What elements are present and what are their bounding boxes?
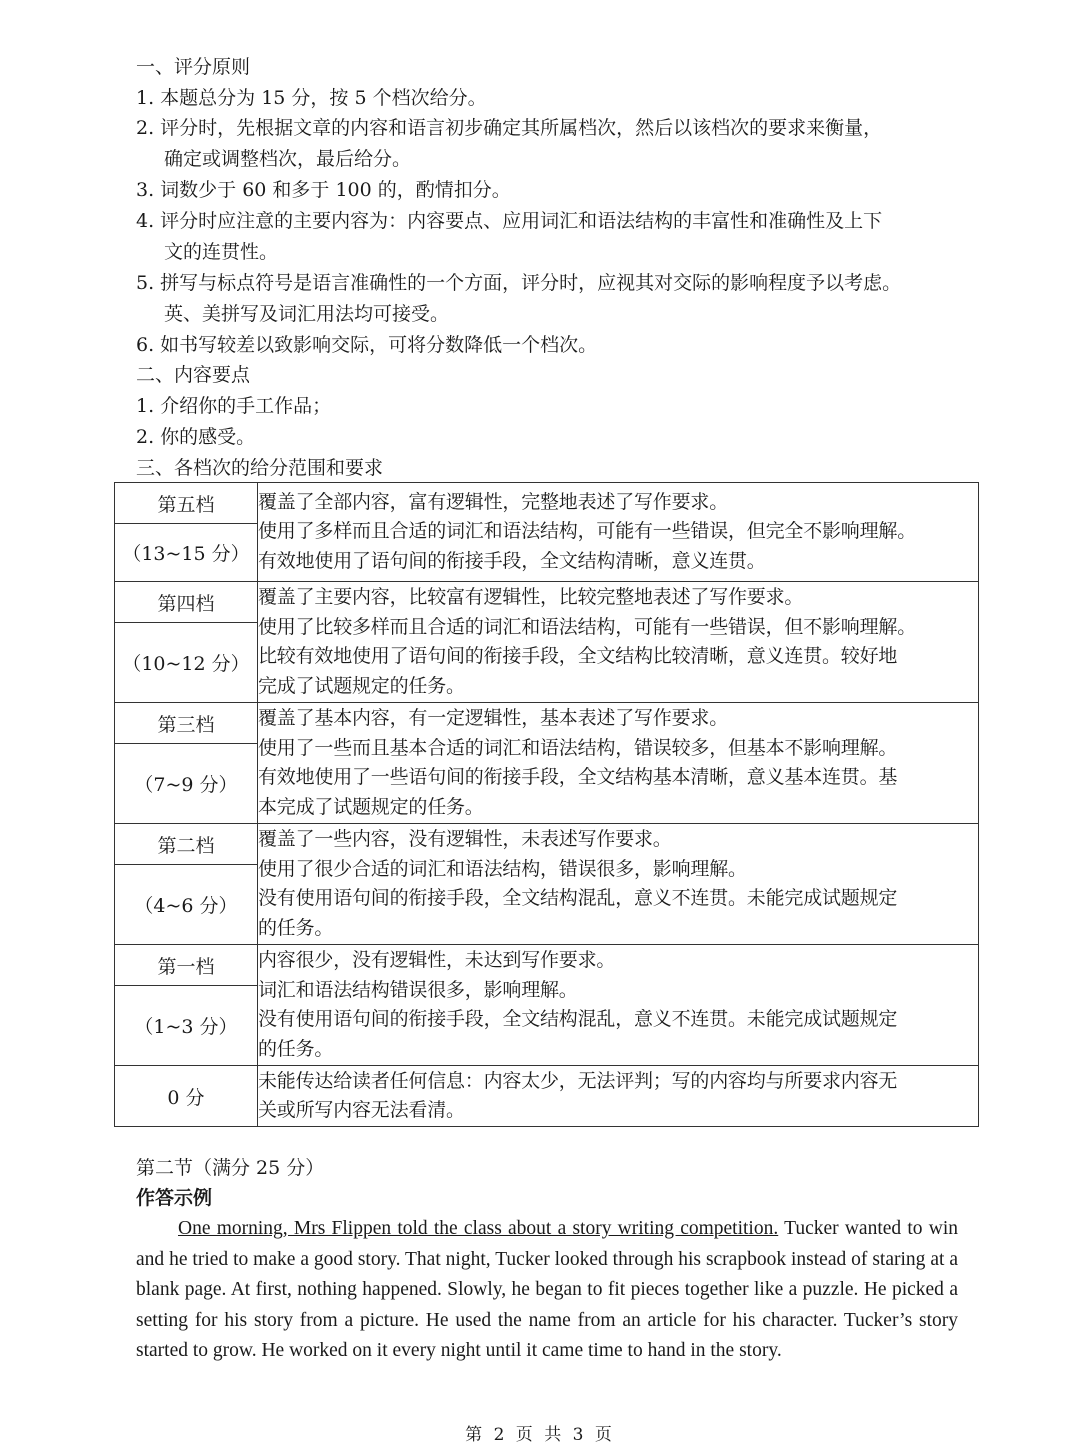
grade-description-line: 覆盖了一些内容，没有逻辑性，未表述写作要求。 (258, 828, 672, 850)
grade-description-line: 有效地使用了一些语句间的衔接手段，全文结构基本清晰，意义基本连贯。基 (258, 766, 898, 788)
grade-description-line: 覆盖了基本内容，有一定逻辑性，基本表述了写作要求。 (258, 707, 729, 729)
grade-level-cell (115, 582, 258, 703)
grade-row (115, 945, 979, 1066)
principle-item: 6. 如书写较差以致影响交际，可将分数降低一个档次。 (136, 334, 598, 356)
principle-item: 1. 本题总分为 15 分，按 5 个档次给分。 (136, 87, 487, 109)
principle-item: 文的连贯性。 (164, 241, 279, 263)
principle-item: 英、美拼写及词汇用法均可接受。 (164, 303, 450, 325)
principle-item: 2. 评分时，先根据文章的内容和语言初步确定其所属档次，然后以该档次的要求来衡量， (136, 117, 883, 139)
content-point-item: 2. 你的感受。 (136, 426, 256, 448)
grade-description-line: 使用了一些而且基本合适的词汇和语法结构，错误较多，但基本不影响理解。 (258, 736, 898, 759)
grade-table (114, 482, 979, 1127)
grade-description-cell (258, 582, 979, 703)
grade-level-name: 第一档 (115, 945, 257, 986)
grade-row (115, 1066, 979, 1127)
principle-item: 确定或调整档次，最后给分。 (164, 148, 412, 170)
grade-description-line: 内容很少，没有逻辑性，未达到写作要求。 (258, 949, 616, 971)
grade-score-range: （4~6 分） (134, 895, 238, 917)
grade-description-line: 没有使用语句间的衔接手段，全文结构混乱，意义不连贯。未能完成试题规定 (258, 1008, 898, 1030)
grade-description-line: 覆盖了全部内容，富有逻辑性，完整地表述了写作要求。 (258, 490, 729, 513)
principle-item: 3. 词数少于 60 和多于 100 的，酌情扣分。 (136, 179, 511, 201)
grade-score-range: （10~12 分） (122, 653, 250, 675)
grade-description-cell (258, 1066, 979, 1127)
grade-level-cell (115, 483, 258, 582)
grade-description-line: 使用了很少合适的词汇和语法结构，错误很多，影响理解。 (258, 857, 747, 880)
grade-score-range: （7~9 分） (134, 774, 238, 796)
grade-description-line: 覆盖了主要内容，比较富有逻辑性，比较完整地表述了写作要求。 (258, 586, 804, 608)
grade-description-cell (258, 703, 979, 824)
grade-description-line: 关或所写内容无法看清。 (258, 1099, 465, 1121)
grade-row (115, 824, 979, 945)
grade-description-cell (258, 945, 979, 1066)
example-essay (136, 1214, 958, 1367)
grade-description-cell (258, 824, 979, 945)
grade-row (115, 582, 979, 703)
grade-level-name: 第二档 (115, 824, 257, 865)
grade-score-range: （13~15 分） (122, 543, 250, 565)
grade-level-cell (115, 703, 258, 824)
grade-row (115, 703, 979, 824)
grade-level-name: 第五档 (115, 483, 257, 524)
grade-level-cell (115, 945, 258, 1066)
grade-description-line: 使用了比较多样而且合适的词汇和语法结构，可能有一些错误，但不影响理解。 (258, 615, 917, 638)
grade-description-line: 使用了多样而且合适的词汇和语法结构，可能有一些错误，但完全不影响理解。 (258, 520, 917, 543)
grade-level-name: 第三档 (115, 703, 257, 744)
grade-description-line: 本完成了试题规定的任务。 (258, 795, 484, 818)
content-points-heading: 二、内容要点 (136, 364, 251, 386)
grade-description-line: 比较有效地使用了语句间的衔接手段，全文结构比较清晰，意义连贯。较好地 (258, 645, 898, 667)
grade-level-name: 第四档 (115, 582, 257, 623)
example-heading: 作答示例 (136, 1187, 213, 1209)
grade-description-line: 未能传达给读者任何信息：内容太少，无法评判；写的内容均与所要求内容无 (258, 1069, 898, 1092)
principle-item: 4. 评分时应注意的主要内容为：内容要点、应用词汇和语法结构的丰富性和准确性及上下 (136, 210, 883, 232)
grade-score-range: （1~3 分） (134, 1016, 238, 1038)
essay-underlined-sentence: One morning, Mrs Flippen told the class about a story writing competition. (178, 1218, 779, 1239)
grade-description-line: 没有使用语句间的衔接手段，全文结构混乱，意义不连贯。未能完成试题规定 (258, 887, 898, 909)
essay-body: Tucker wanted to win and he tried to make a good story. That night, Tucker looked through his scrapbook instead of staring at a blank page. At first, nothing happened. Slowly, he began to fit pieces together like a puzzle. He picked a setting for his story from a picture. He used the name from an article for his character. Tucker’s story started to grow. He worked on it every night until it came time to hand in the story. (136, 1218, 959, 1362)
grade-description-cell (258, 483, 979, 582)
grade-description-line: 有效地使用了语句间的衔接手段，全文结构清晰，意义连贯。 (258, 549, 766, 572)
grade-description-line: 的任务。 (258, 1037, 334, 1060)
grade-section-heading: 三、各档次的给分范围和要求 (136, 457, 384, 479)
grade-description-line: 的任务。 (258, 916, 334, 939)
section2-heading: 第二节（满分 25 分） (136, 1157, 325, 1179)
principle-item: 5. 拼写与标点符号是语言准确性的一个方面，评分时，应视其对交际的影响程度予以考虑。 (136, 272, 902, 294)
grade-description-line: 完成了试题规定的任务。 (258, 674, 465, 697)
grade-level-name: 0 分 (167, 1086, 205, 1109)
grade-level-cell (115, 1066, 258, 1127)
grade-description-line: 词汇和语法结构错误很多，影响理解。 (258, 978, 578, 1001)
grade-row (115, 483, 979, 582)
content-point-item: 1. 介绍你的手工作品； (136, 395, 332, 417)
principles-heading: 一、评分原则 (136, 56, 251, 78)
grade-level-cell (115, 824, 258, 945)
page-footer: 第 2 页 共 3 页 (465, 1425, 615, 1445)
